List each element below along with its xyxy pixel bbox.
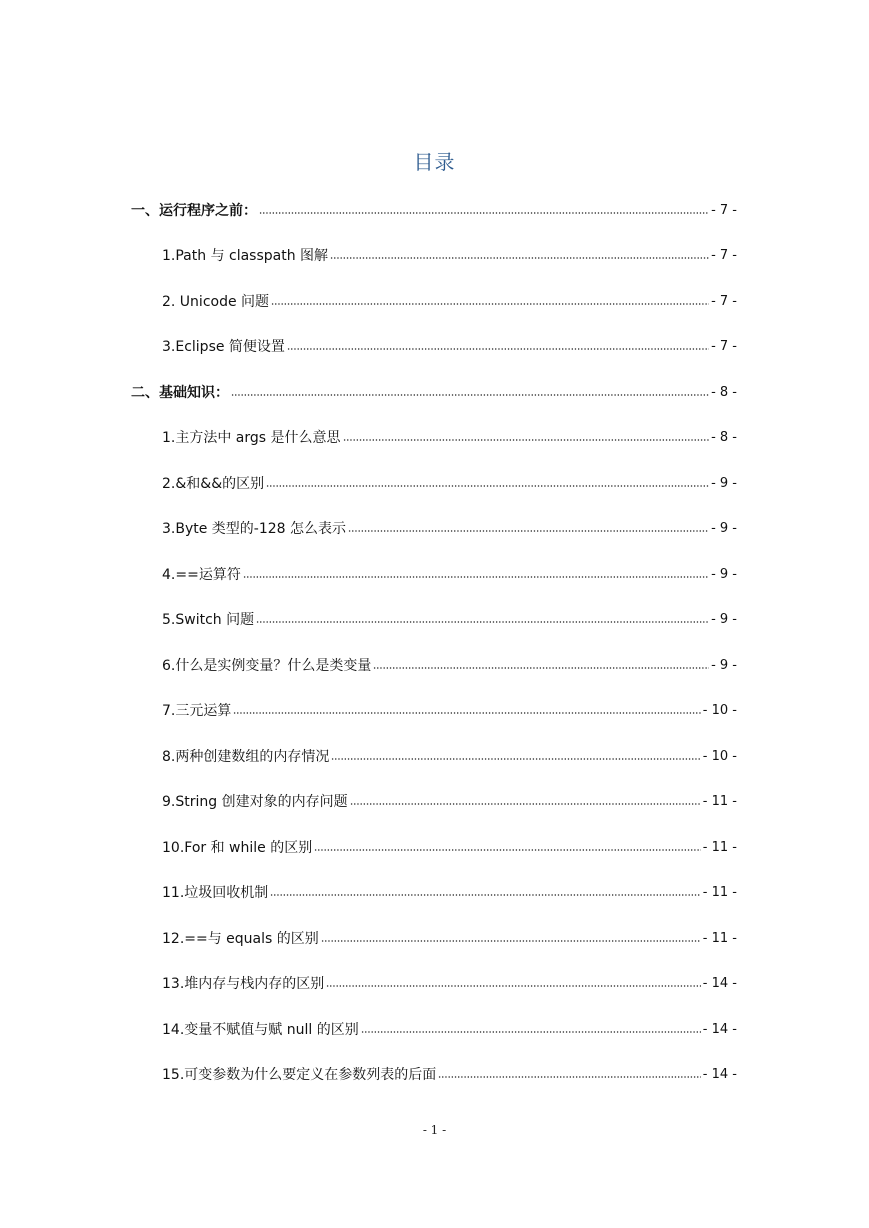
toc-entry-page: - 9 - (711, 521, 737, 536)
toc-entry-page: - 10 - (702, 749, 737, 764)
toc-entry-label: 15.可变参数为什么要定义在参数列表的后面 (162, 1067, 437, 1083)
toc-entry[interactable] (162, 289, 737, 311)
toc-entry[interactable] (162, 607, 737, 629)
toc-dot-leader (314, 848, 701, 852)
toc-entry[interactable] (162, 789, 737, 811)
toc-entry-label: 4.==运算符 (162, 567, 241, 583)
toc-entry[interactable] (162, 471, 737, 493)
toc-dot-leader (373, 666, 709, 670)
toc-dot-leader (361, 1030, 701, 1034)
toc-entry-page: - 7 - (711, 339, 737, 354)
toc-entry-page: - 14 - (702, 1022, 737, 1037)
toc-dot-leader (350, 802, 701, 806)
toc-dot-leader (321, 939, 701, 943)
toc-entry-page: - 9 - (711, 567, 737, 582)
toc-dot-leader (243, 575, 709, 579)
toc-dot-leader (231, 393, 709, 397)
toc-entry-page: - 9 - (711, 612, 737, 627)
toc-entry-label: 5.Switch 问题 (162, 612, 255, 628)
toc-entry-page: - 10 - (702, 703, 737, 718)
toc-entry-label: 一、运行程序之前： (131, 203, 257, 219)
toc-entry[interactable] (162, 880, 737, 902)
toc-dot-leader (343, 438, 710, 442)
toc-entry-label: 9.String 创建对象的内存问题 (162, 794, 348, 810)
toc-entry[interactable] (162, 744, 737, 766)
toc-entry[interactable] (162, 425, 737, 447)
toc-entry-page: - 11 - (702, 931, 737, 946)
toc-entry-label: 2. Unicode 问题 (162, 294, 270, 310)
toc-entry[interactable] (162, 516, 737, 538)
toc-entry-label: 二、基础知识： (131, 385, 229, 401)
toc-entry-label: 13.堆内存与栈内存的区别 (162, 976, 325, 992)
toc-entry-page: - 11 - (702, 794, 737, 809)
toc-title: 目录 (413, 150, 456, 174)
toc-entry-label: 2.&和&&的区别 (162, 476, 265, 492)
toc-dot-leader (259, 211, 709, 215)
toc-entry[interactable] (162, 698, 737, 720)
toc-entry-label: 3.Byte 类型的-128 怎么表示 (162, 521, 347, 537)
toc-entry-page: - 11 - (702, 885, 737, 900)
toc-dot-leader (271, 302, 709, 306)
toc-entry[interactable] (162, 835, 737, 857)
toc-dot-leader (287, 347, 709, 351)
toc-dot-leader (438, 1075, 701, 1079)
toc-entry-page: - 11 - (702, 840, 737, 855)
toc-dot-leader (326, 984, 701, 988)
toc-entry[interactable] (162, 1017, 737, 1039)
toc-entry[interactable] (162, 562, 737, 584)
toc-entry-page: - 7 - (711, 203, 737, 218)
toc-entry[interactable] (162, 926, 737, 948)
toc-entry[interactable] (162, 1062, 737, 1084)
toc-entry-label: 6.什么是实例变量？什么是类变量 (162, 658, 372, 674)
toc-entry-label: 1.主方法中 args 是什么意思 (162, 430, 341, 446)
toc-entry[interactable] (162, 334, 737, 356)
toc-entry-label: 1.Path 与 classpath 图解 (162, 248, 329, 264)
toc-entry[interactable] (162, 243, 737, 265)
page-number: - 1 - (422, 1123, 447, 1137)
toc-entry-page: - 14 - (702, 1067, 737, 1082)
toc-dot-leader (233, 711, 700, 715)
toc-entry-page: - 7 - (711, 294, 737, 309)
toc-dot-leader (270, 893, 701, 897)
toc-dot-leader (331, 757, 700, 761)
toc-entry-page: - 8 - (711, 385, 737, 400)
toc-dot-leader (348, 529, 709, 533)
toc-dot-leader (330, 256, 709, 260)
toc-entry-label: 7.三元运算 (162, 703, 232, 719)
toc-entry-label: 3.Eclipse 简便设置 (162, 339, 285, 355)
toc-entry[interactable] (162, 653, 737, 675)
toc-entry-label: 8.两种创建数组的内存情况 (162, 749, 330, 765)
toc-entry-page: - 9 - (711, 476, 737, 491)
toc-entry-page: - 9 - (711, 658, 737, 673)
toc-entry-section[interactable] (131, 198, 737, 220)
toc-entry-page: - 7 - (711, 248, 737, 263)
toc-entry-section[interactable] (131, 380, 737, 402)
toc-entry[interactable] (162, 971, 737, 993)
toc-entry-label: 11.垃圾回收机制 (162, 885, 269, 901)
toc-entry-page: - 8 - (711, 430, 737, 445)
toc-entry-label: 14.变量不赋值与赋 null 的区别 (162, 1022, 359, 1038)
toc-dot-leader (256, 620, 709, 624)
toc-dot-leader (266, 484, 709, 488)
toc-entry-label: 12.==与 equals 的区别 (162, 931, 319, 947)
toc-entry-label: 10.For 和 while 的区别 (162, 840, 313, 856)
toc-entry-page: - 14 - (702, 976, 737, 991)
